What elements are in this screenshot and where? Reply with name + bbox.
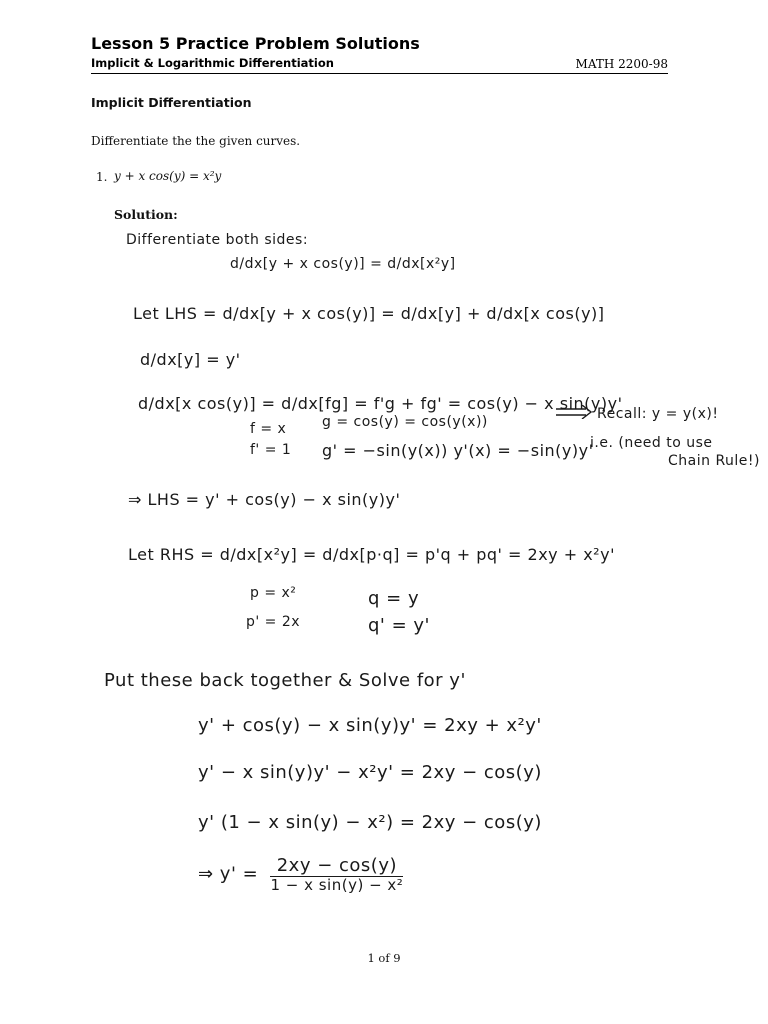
- instruction-text: Differentiate the the given curves.: [91, 134, 301, 148]
- hw-both-sides-equation: d/dx[y + x cos(y)] = d/dx[x²y]: [230, 256, 456, 272]
- hw-p-definition: p = x²: [250, 585, 297, 601]
- hw-q-prime: q' = y': [368, 615, 430, 636]
- hw-equation-2: y' − x sin(y)y' − x²y' = 2xy − cos(y): [198, 762, 542, 783]
- hw-let-rhs: Let RHS = d/dx[x²y] = d/dx[p·q] = p'q + pq' = 2xy + x²y': [128, 545, 615, 564]
- header-rule: [91, 73, 668, 74]
- hw-lhs-result: ⇒ LHS = y' + cos(y) − x sin(y)y': [128, 490, 401, 509]
- hw-product-rule: d/dx[x cos(y)] = d/dx[fg] = f'g + fg' = cos(y) − x sin(y)y': [138, 394, 623, 413]
- hw-equation-1: y' + cos(y) − x sin(y)y' = 2xy + x²y': [198, 715, 542, 736]
- hw-final-numerator: 2xy − cos(y): [270, 856, 403, 877]
- hw-final-fraction: [270, 856, 403, 893]
- hw-p-prime: p' = 2x: [246, 614, 301, 630]
- implies-arrow-icon: [556, 405, 592, 419]
- hw-q-definition: q = y: [368, 588, 420, 609]
- problem-number: 1.: [96, 170, 108, 184]
- solution-label: Solution:: [114, 207, 178, 222]
- hw-derivative-of-y: d/dx[y] = y': [140, 350, 241, 369]
- problem-equation: y + x cos(y) = x²y: [114, 169, 222, 183]
- document-title: Lesson 5 Practice Problem Solutions: [91, 34, 420, 53]
- hw-g-definition: g = cos(y) = cos(y(x)): [322, 414, 488, 430]
- hw-recall-note-1: Recall: y = y(x)!: [597, 406, 719, 422]
- hw-recall-note-2: i.e. (need to use: [590, 435, 713, 451]
- course-code: MATH 2200-98: [575, 57, 668, 71]
- hw-final-answer: [198, 856, 403, 893]
- hw-put-together: Put these back together & Solve for y': [104, 670, 466, 691]
- page-number: 1 of 9: [367, 951, 401, 965]
- hw-final-lhs: ⇒ y' =: [198, 863, 259, 885]
- hw-f-prime: f' = 1: [250, 442, 292, 458]
- hw-let-lhs: Let LHS = d/dx[y + x cos(y)] = d/dx[y] + d/dx[x cos(y)]: [133, 304, 605, 323]
- hw-equation-3: y' (1 − x sin(y) − x²) = 2xy − cos(y): [198, 812, 542, 833]
- hw-f-definition: f = x: [250, 421, 287, 437]
- hw-differentiate-both-sides: Differentiate both sides:: [126, 232, 309, 248]
- hw-recall-note-3: Chain Rule!): [668, 453, 760, 469]
- hw-g-prime: g' = −sin(y(x)) y'(x) = −sin(y)y': [322, 441, 594, 460]
- document-subtitle: Implicit & Logarithmic Differentiation: [91, 56, 334, 70]
- hw-final-denominator: 1 − x sin(y) − x²: [270, 875, 404, 894]
- section-heading: Implicit Differentiation: [91, 95, 252, 110]
